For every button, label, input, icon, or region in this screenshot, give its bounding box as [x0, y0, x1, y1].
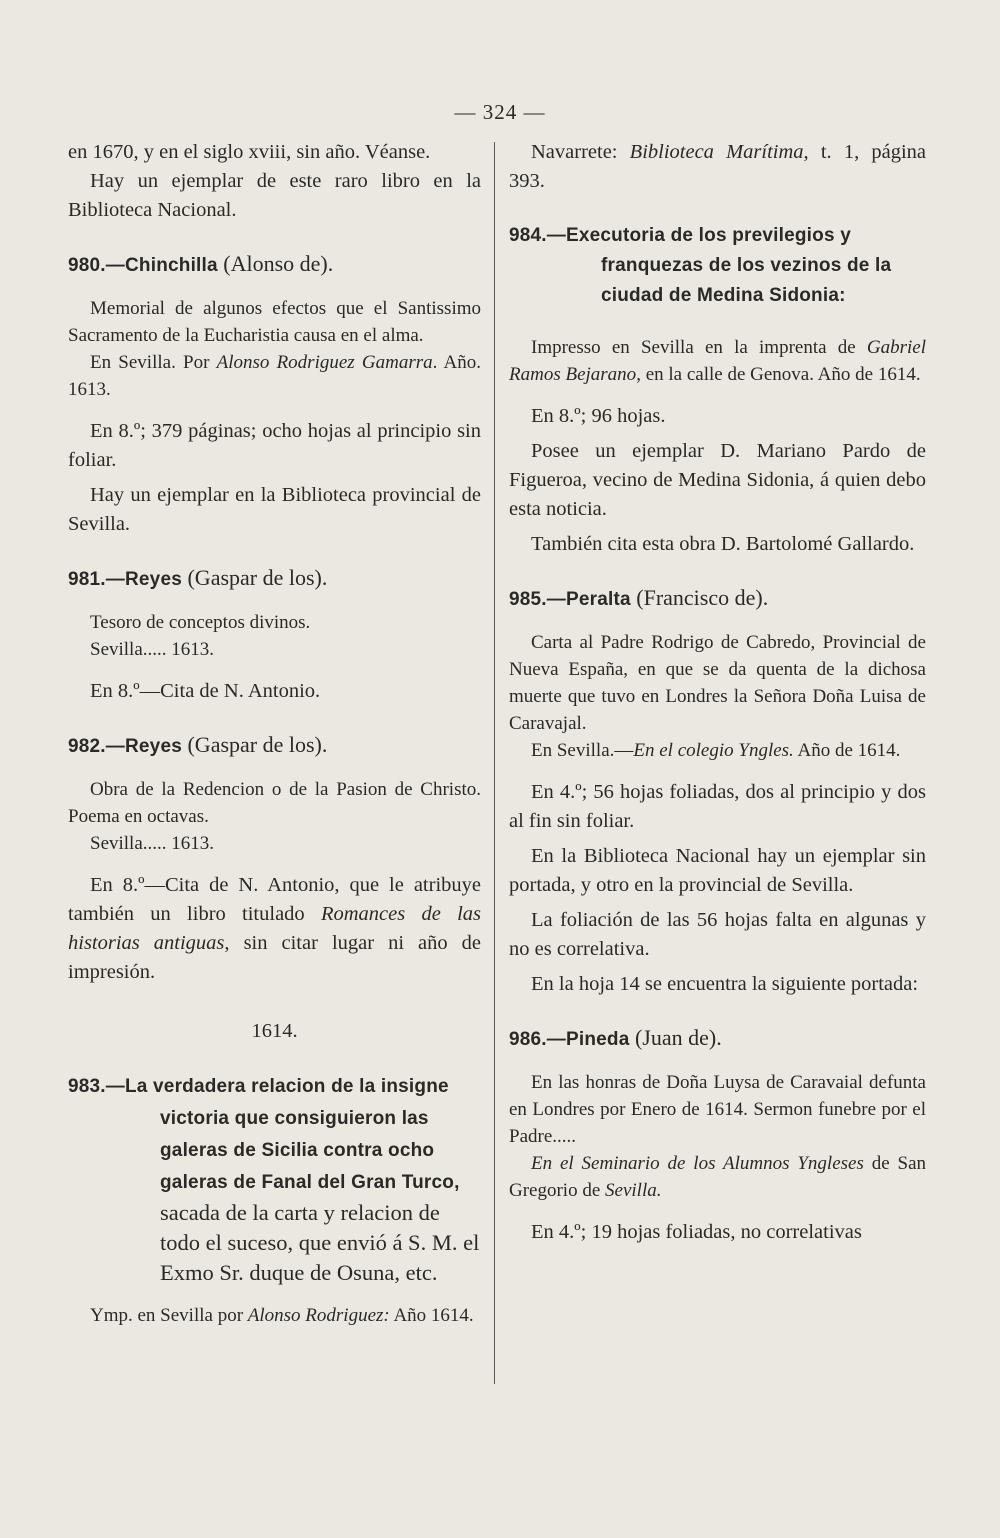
entry-985-body	[509, 629, 926, 764]
imprint	[509, 334, 926, 388]
entry-number: 981.—	[68, 569, 125, 590]
imprint	[509, 1150, 926, 1204]
title-text: Carta al Padre Rodrigo de Cabredo, Provincial de Nueva España, en que se da quenta de la dichosa muerte que tuvo en Londres la Señora Doña Luisa de Caravajal.	[509, 632, 926, 734]
printer-name: En el Seminario de los Alumnos Yngleses	[531, 1153, 864, 1174]
imprint: Sevilla..... 1613.	[90, 639, 215, 660]
intro-reference	[509, 138, 926, 196]
author-rest: (Alonso de).	[217, 251, 334, 276]
portada-note: En la hoja 14 se encuentra la siguiente portada:	[531, 973, 919, 995]
author-name: Chinchilla	[124, 255, 218, 276]
page-number: — 324 —	[454, 100, 546, 124]
ref-author: Navarrete:	[531, 141, 630, 163]
intro-line: en 1670, y en el siglo xviii, sin año. Véanse.	[68, 141, 431, 163]
imprint-year: . Año. 1613.	[68, 352, 481, 400]
intro-note: Hay un ejemplar de este raro libro en la Biblioteca Nacional.	[68, 170, 481, 221]
ref-title: Biblioteca Marítima	[629, 141, 804, 163]
author-rest: (Gaspar de los).	[181, 732, 328, 757]
imprint-rest: , en la calle de Genova. Año de 1614.	[636, 364, 921, 385]
year-heading: 1614.	[251, 1020, 298, 1042]
holding-note: Hay un ejemplar en la Biblioteca provincial de Sevilla.	[68, 484, 481, 535]
printer-name: En el colegio Yngles.	[633, 740, 794, 761]
imprint-place: En Sevilla. Por	[90, 352, 217, 373]
imprint-place: Ymp. en Sevilla por	[90, 1305, 248, 1326]
entry-number: 983.—	[68, 1076, 125, 1097]
entry-980-heading	[68, 249, 481, 281]
imprint	[68, 1302, 481, 1329]
entry-number: 984.—	[509, 225, 566, 246]
printer-name: Alonso Rodriguez:	[247, 1305, 390, 1326]
imprint-year: Año de 1614.	[793, 740, 901, 761]
entry-980-body	[68, 295, 481, 403]
imprint-place: En Sevilla.—	[531, 740, 634, 761]
format-note: En 4.º; 56 hojas foliadas, dos al principio y dos al fin sin foliar.	[509, 781, 926, 832]
imprint-year: Año 1614.	[389, 1305, 474, 1326]
ref-location: , t. 1, página 393.	[509, 141, 927, 192]
entry-number: 980.—	[68, 255, 125, 276]
holding-note: Posee un ejemplar D. Mariano Pardo de Figueroa, vecino de Medina Sidonia, á quien debo esta noticia.	[509, 440, 926, 520]
title-text: Obra de la Redencion o de la Pasion de Christo. Poema en octavas.	[68, 779, 481, 827]
title-text: Tesoro de conceptos divinos.	[90, 612, 311, 633]
author-name: Reyes	[124, 569, 182, 590]
entry-982-heading	[68, 730, 481, 762]
imprint-place: de San Gregorio de	[509, 1153, 926, 1201]
printer-name: Gabriel Ramos Bejarano	[509, 337, 926, 385]
entry-981-heading	[68, 563, 481, 595]
format-note	[68, 871, 481, 987]
imprint-city: Sevilla.	[605, 1180, 662, 1201]
author-rest: (Gaspar de los).	[181, 565, 328, 590]
entry-number: 986.—	[509, 1029, 566, 1050]
format-note: En 8.º—Cita de N. Antonio.	[90, 680, 321, 702]
entry-983-heading	[68, 1070, 481, 1288]
format-note: En 4.º; 19 hojas foliadas, no correlativas	[531, 1221, 862, 1243]
author-rest: (Juan de).	[629, 1025, 722, 1050]
printer-name: Alonso Rodriguez Gamarra	[216, 352, 433, 373]
entry-984-heading	[509, 220, 926, 310]
author-name: Peralta	[565, 589, 631, 610]
column-divider	[494, 142, 495, 1384]
imprint: Sevilla..... 1613.	[90, 833, 215, 854]
title-text: En las honras de Doña Luysa de Caravaial defunta en Londres por Enero de 1614. Sermon funebre por el Padre.....	[509, 1072, 926, 1147]
format-note: En 8.º; 379 páginas; ocho hojas al principio sin foliar.	[68, 420, 481, 471]
imprint	[509, 737, 926, 764]
entry-985-heading	[509, 583, 926, 615]
entry-number: 982.—	[68, 736, 125, 757]
entry-title-bold: Executoria de los previlegios y franquezas de los vezinos de la ciudad de Medina Sidonia:	[565, 225, 892, 306]
right-column	[509, 138, 926, 1247]
cited-title: Romances de las historias antiguas	[68, 903, 481, 954]
title-text: Memorial de algunos efectos que el Santissimo Sacramento de la Eucharistia causa en el alma.	[68, 298, 481, 346]
author-name: Reyes	[124, 736, 182, 757]
note-text-end: , sin citar lugar ni año de impresión.	[68, 932, 482, 983]
imprint-place: Impresso en Sevilla en la imprenta de	[531, 337, 867, 358]
imprint	[68, 349, 481, 403]
left-column	[68, 138, 481, 1329]
author-name: Pineda	[565, 1029, 630, 1050]
foliation-note: La foliación de las 56 hojas falta en algunas y no es correlativa.	[509, 909, 926, 960]
entry-title-rest: sacada de la carta y relacion de todo el suceso, que envió á S. M. el Exmo Sr. duque de Osuna, etc.	[160, 1200, 480, 1285]
entry-986-body	[509, 1069, 926, 1204]
entry-982-body	[68, 776, 481, 857]
entry-number: 985.—	[509, 589, 566, 610]
note-text: En 8.º—Cita de N. Antonio, que le atribuye también un libro titulado	[68, 874, 481, 925]
format-note: En 8.º; 96 hojas.	[531, 405, 666, 427]
entry-title-bold: La verdadera relacion de la insigne victoria que consiguieron las galeras de Sicilia contra ocho galeras de Fanal del Gran Turco,	[124, 1076, 460, 1193]
author-rest: (Francisco de).	[630, 585, 769, 610]
entry-986-heading	[509, 1023, 926, 1055]
citation-note: También cita esta obra D. Bartolomé Gallardo.	[531, 533, 915, 555]
entry-981-body	[68, 609, 481, 663]
holding-note: En la Biblioteca Nacional hay un ejemplar sin portada, y otro en la provincial de Sevilla.	[509, 845, 926, 896]
